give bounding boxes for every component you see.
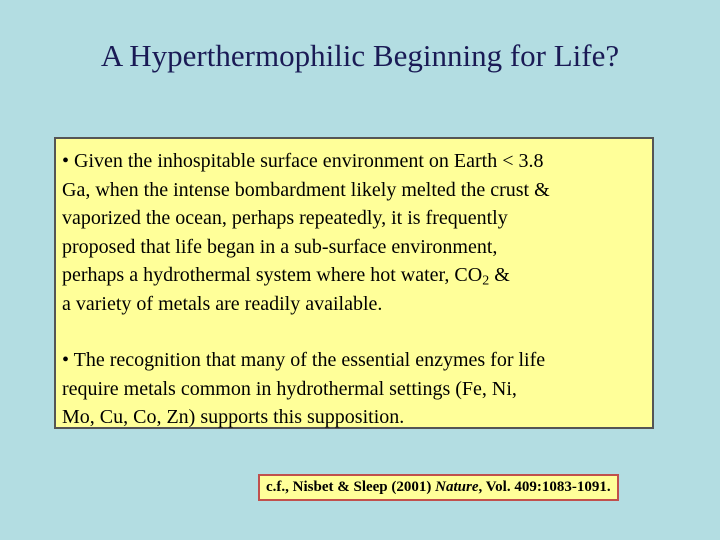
bullet-1-line-6: a variety of metals are readily available.: [62, 292, 383, 315]
citation-box: [258, 474, 619, 501]
bullet-1-line-2: Ga, when the intense bombardment likely melted the crust &: [62, 178, 550, 201]
slide-title: A Hyperthermophilic Beginning for Life?: [100, 38, 620, 73]
citation-suffix: , Vol. 409:1083-1091.: [478, 479, 611, 495]
bullet-2-line-3: Mo, Cu, Co, Zn) supports this supposition.: [62, 406, 405, 428]
content-box: [54, 137, 654, 429]
bullet-1-line-4: proposed that life began in a sub-surface environment,: [62, 235, 498, 258]
bullet-1-line-3: vaporized the ocean, perhaps repeatedly, it is frequently: [62, 207, 508, 229]
bullet-1-line-5-text: perhaps a hydrothermal system where hot water, CO: [62, 264, 483, 286]
bullet-2-line-2: require metals common in hydrothermal settings (Fe, Ni,: [62, 377, 517, 400]
bullet-1-line-5-tail: &: [489, 264, 510, 286]
bullet-1-line-5: [62, 261, 646, 290]
citation-journal: Nature: [435, 479, 479, 495]
bullet-2-line-1: • The recognition that many of the essential enzymes for life: [62, 349, 546, 371]
bullet-1-line-1: • Given the inhospitable surface environment on Earth < 3.8: [62, 150, 544, 172]
bullet-1: [62, 147, 646, 318]
citation-prefix: c.f., Nisbet & Sleep (2001): [266, 479, 436, 495]
co2-subscript: 2: [482, 273, 490, 289]
bullet-2: [62, 346, 646, 432]
